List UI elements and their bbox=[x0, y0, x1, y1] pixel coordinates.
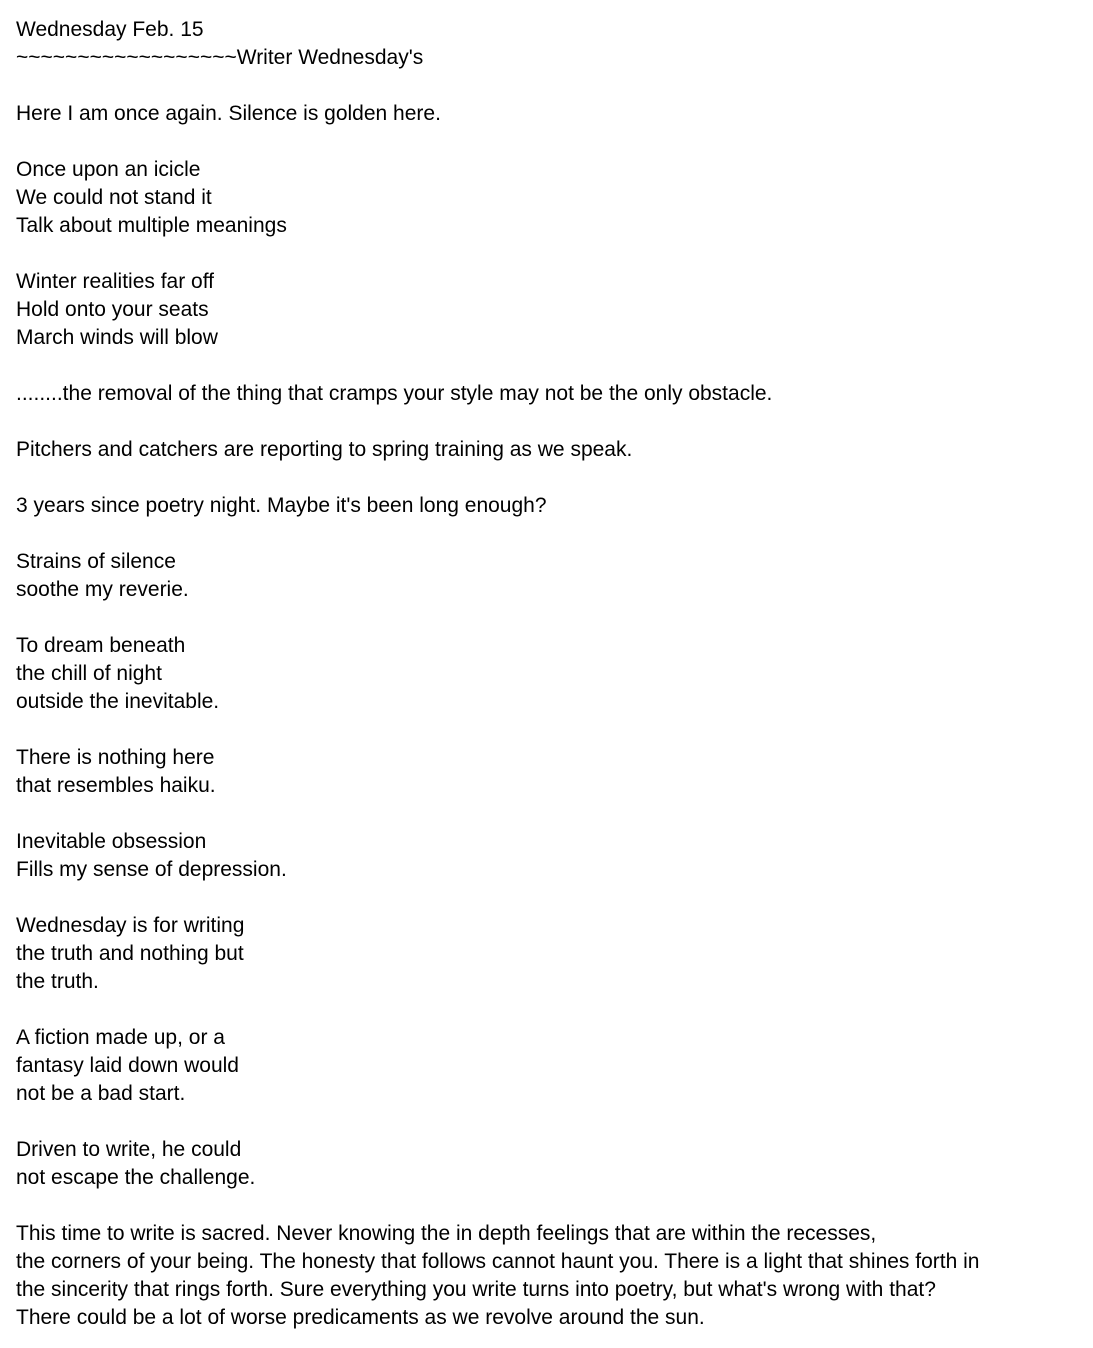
text-line: the chill of night bbox=[16, 662, 162, 685]
text-line: soothe my reverie. bbox=[16, 578, 189, 601]
blank-line bbox=[16, 996, 1086, 1024]
blank-line bbox=[16, 520, 1086, 548]
text-line: 3 years since poetry night. Maybe it's been long enough? bbox=[16, 494, 547, 517]
blank-line bbox=[16, 464, 1086, 492]
text-line: A fiction made up, or a bbox=[16, 1026, 225, 1049]
text-line: Talk about multiple meanings bbox=[16, 214, 287, 237]
blank-line bbox=[16, 716, 1086, 744]
blank-line bbox=[16, 800, 1086, 828]
text-line: Driven to write, he could bbox=[16, 1138, 242, 1161]
text-line: not escape the challenge. bbox=[16, 1166, 256, 1189]
text-line: outside the inevitable. bbox=[16, 690, 220, 713]
blank-line bbox=[16, 240, 1086, 268]
text-line: Wednesday is for writing bbox=[16, 914, 245, 937]
text-line: the truth. bbox=[16, 970, 99, 993]
text-line: Winter realities far off bbox=[16, 270, 215, 293]
text-line: There could be a lot of worse predicaments as we revolve around the sun. bbox=[16, 1306, 705, 1329]
blank-line bbox=[16, 72, 1086, 100]
text-line: Here I am once again. Silence is golden here. bbox=[16, 102, 441, 125]
blank-line bbox=[16, 884, 1086, 912]
blank-line bbox=[16, 408, 1086, 436]
text-line: This time to write is sacred. Never knowing the in depth feelings that are within the recesses, bbox=[16, 1222, 877, 1245]
text-line: that resembles haiku. bbox=[16, 774, 216, 797]
date-heading: Wednesday Feb. 15 bbox=[16, 18, 204, 41]
text-line: fantasy laid down would bbox=[16, 1054, 239, 1077]
blank-line bbox=[16, 604, 1086, 632]
text-line: not be a bad start. bbox=[16, 1082, 186, 1105]
text-line: Fills my sense of depression. bbox=[16, 858, 287, 881]
text-line: Pitchers and catchers are reporting to spring training as we speak. bbox=[16, 438, 633, 461]
text-line: Inevitable obsession bbox=[16, 830, 207, 853]
title-line: ~~~~~~~~~~~~~~~~~~Writer Wednesday's bbox=[16, 46, 424, 69]
blank-line bbox=[16, 1192, 1086, 1220]
text-line: the truth and nothing but bbox=[16, 942, 244, 965]
text-line: Hold onto your seats bbox=[16, 298, 209, 321]
text-line: To dream beneath bbox=[16, 634, 186, 657]
text-line: the sincerity that rings forth. Sure everything you write turns into poetry, but what's wrong with that? bbox=[16, 1278, 936, 1301]
document-body bbox=[16, 16, 1086, 1332]
text-line: ........the removal of the thing that cramps your style may not be the only obstacle. bbox=[16, 382, 773, 405]
text-line: Once upon an icicle bbox=[16, 158, 201, 181]
text-line: March winds will blow bbox=[16, 326, 218, 349]
text-line: There is nothing here bbox=[16, 746, 215, 769]
blank-line bbox=[16, 352, 1086, 380]
blank-line bbox=[16, 128, 1086, 156]
text-line: the corners of your being. The honesty that follows cannot haunt you. There is a light that shines forth in bbox=[16, 1250, 980, 1273]
blank-line bbox=[16, 1108, 1086, 1136]
text-line: We could not stand it bbox=[16, 186, 212, 209]
text-line: Strains of silence bbox=[16, 550, 176, 573]
